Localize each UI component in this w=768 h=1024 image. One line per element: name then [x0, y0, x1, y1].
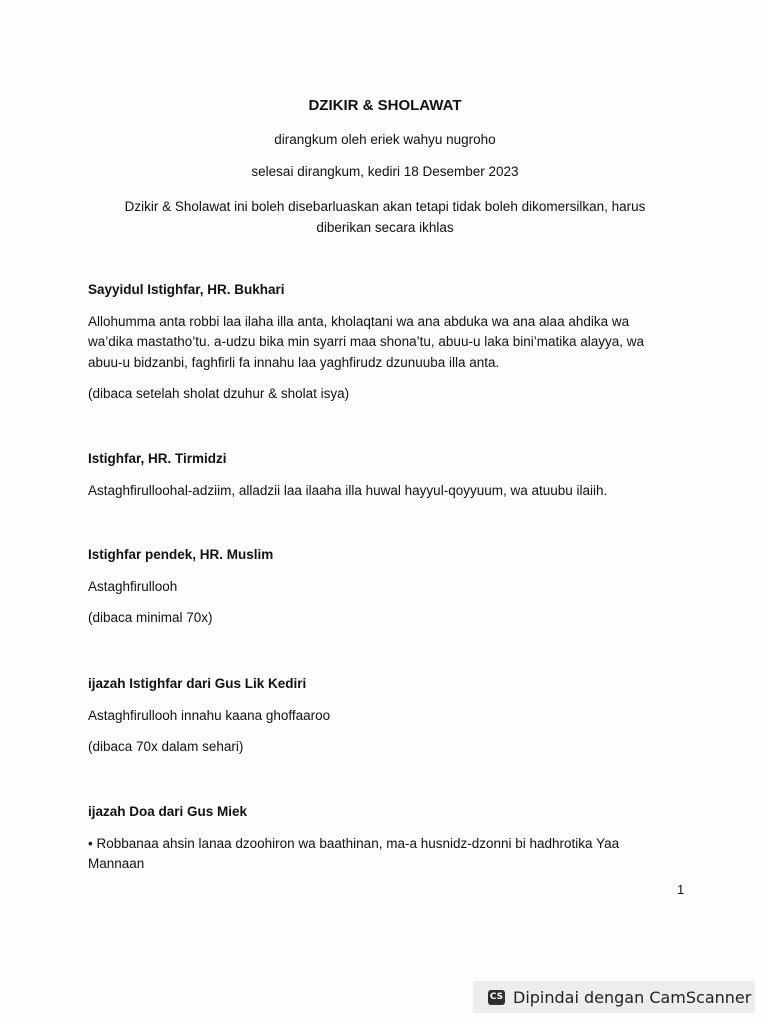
section-ijazah-doa	[88, 802, 678, 875]
section-text	[88, 312, 678, 374]
compiled-by: dirangkum oleh eriek wahyu nugroho	[274, 132, 496, 147]
text-line: Astaghfirullooh innahu kaana ghoffaaroo	[88, 707, 331, 723]
camscanner-watermark	[473, 981, 755, 1013]
section-heading: ijazah Doa dari Gus Miek	[88, 804, 248, 819]
section-note: (dibaca minimal 70x)	[88, 610, 213, 625]
camscanner-logo-icon: CS	[488, 990, 505, 1005]
page-number: 1	[677, 882, 685, 897]
distribution-notice	[60, 196, 710, 238]
section-text	[88, 834, 678, 875]
text-line: wa’dika mastatho’tu. a-udzu bika min syarri maa shona’tu, abuu-u laka bini’matika alayya, wa	[88, 334, 645, 349]
section-istighfar-tirmidzi	[88, 449, 678, 501]
text-line: Mannaan	[88, 856, 145, 871]
text-line: abuu-u bidzanbi, faghfirli fa innahu laa yaghfirudz dzunuuba illa anta.	[88, 354, 500, 370]
document-title: DZIKIR & SHOLAWAT	[308, 97, 462, 114]
section-ijazah-istighfar	[88, 674, 678, 758]
section-heading: Istighfar, HR. Tirmidzi	[88, 451, 227, 466]
section-heading: Istighfar pendek, HR. Muslim	[88, 547, 274, 562]
section-sayyidul-istighfar	[88, 280, 678, 405]
section-note: (dibaca setelah sholat dzuhur & sholat isya)	[88, 386, 350, 401]
watermark-text: Dipindai dengan CamScanner	[513, 987, 752, 1007]
section-heading: Sayyidul Istighfar, HR. Bukhari	[88, 282, 285, 297]
text-line: • Robbanaa ahsin lanaa dzoohiron wa baathinan, ma-a husnidz-dzonni bi hadhrotika Yaa	[88, 835, 620, 851]
text-line: Astaghfirullooh	[88, 578, 178, 594]
section-istighfar-pendek	[88, 545, 678, 629]
notice-line: diberikan secara ikhlas	[316, 220, 454, 235]
section-note: (dibaca 70x dalam sehari)	[88, 739, 244, 754]
completion-date: selesai dirangkum, kediri 18 Desember 2023	[251, 164, 519, 179]
text-line: Allohumma anta robbi laa ilaha illa anta, kholaqtani wa ana abduka wa ana alaa ahdika wa	[88, 313, 630, 329]
text-line: Astaghfirulloohal-adziim, alladzii laa ilaaha illa huwal hayyul-qoyyuum, wa atuubu ilaiih.	[88, 482, 608, 498]
notice-line: Dzikir & Sholawat ini boleh disebarluaskan akan tetapi tidak boleh dikomersilkan, harus	[124, 199, 646, 214]
section-heading: ijazah Istighfar dari Gus Lik Kediri	[88, 676, 307, 691]
